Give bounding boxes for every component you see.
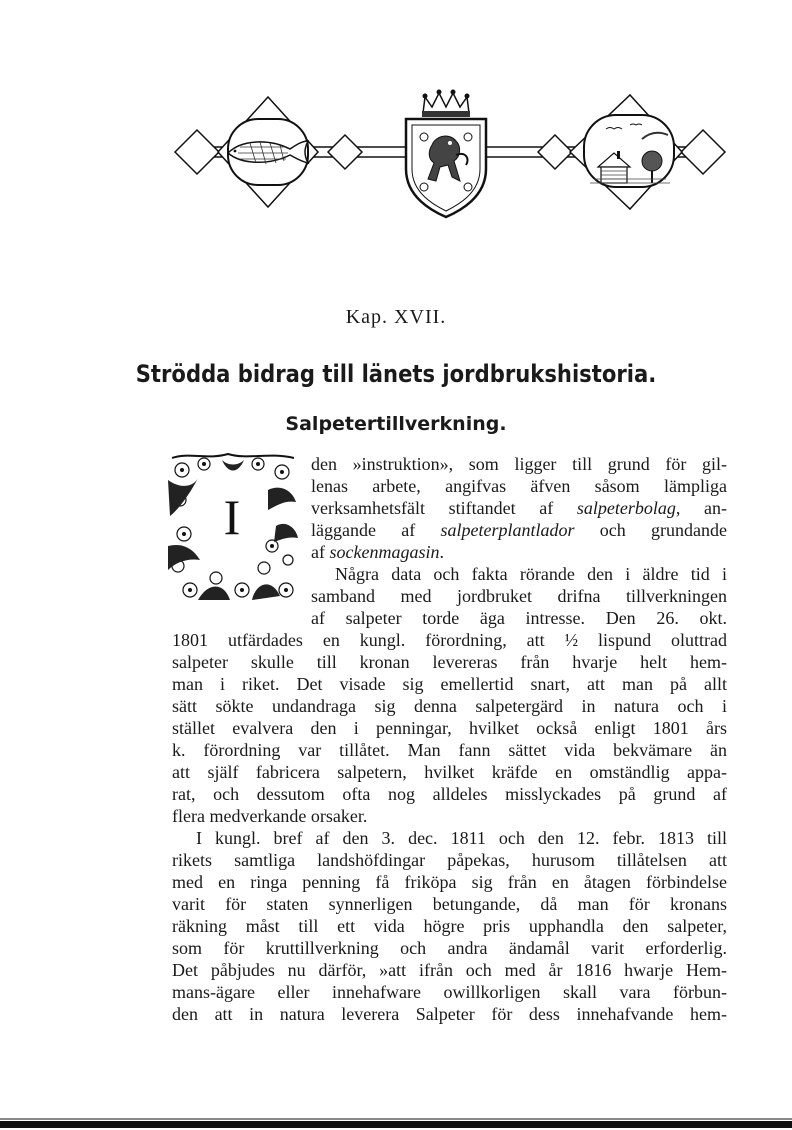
dropcap-ornament (168, 450, 298, 606)
text-line: man i riket. Det visade sig emellertid snart, att man på allt (172, 674, 727, 694)
text-line: den »instruktion», som ligger till grund för gil- (311, 454, 727, 474)
text-line: I kungl. bref af den 3. dec. 1811 och den 12. febr. 1813 till (196, 828, 727, 848)
fish-emblem (218, 97, 318, 207)
text-line: rat, och dessutom ofta nog alldeles misslyckades på grund af (172, 784, 727, 804)
text-line: sätt sökte undandraga sig denna salpetergärd in natura och i (172, 696, 727, 716)
text-line: läggande af salpeterplantlador och grundande (311, 520, 728, 540)
coat-of-arms (406, 90, 486, 218)
header-ornament (170, 85, 730, 230)
text-line: räkning måst till ett vida högre pris upphandla den salpeter, (172, 916, 727, 936)
text-line: varit för staten synnerligen betungande, då man för kronans (172, 894, 727, 914)
text-line: lenas arbete, angifvas äfven såsom lämpliga (311, 476, 727, 496)
farm-landscape-emblem (570, 95, 682, 209)
page-edge (0, 1118, 792, 1120)
text-line: 1801 utfärdades en kungl. förordning, att ½ lispund oluttrad (172, 630, 727, 650)
text-line: rikets samtliga landshöfdingar påpekas, hurusom tillåtelsen att (172, 850, 727, 870)
text-line: mans-ägare eller innehafware owillkorligen skall vara förbun- (172, 982, 727, 1002)
text-line: k. förordning var tillåtet. Man fann sättet vida bekvämare än (172, 740, 727, 760)
text-line: med en ringa penning få friköpa sig från en åtagen förbindelse (172, 872, 727, 892)
chapter-number: Kap. XVII. (345, 306, 447, 328)
text-line: att själf fabricera salpetern, hvilket kräfde en omständlig appa- (172, 762, 727, 782)
text-line: samband med jordbruket drifna tillverkningen (311, 586, 727, 606)
page-title: Strödda bidrag till länets jordbrukshistoria. (135, 360, 657, 388)
text-line: af salpeter torde äga intresse. Den 26. okt. (311, 608, 727, 628)
text-line: stället evalvera den i penningar, hvilket också enligt 1801 års (172, 718, 727, 738)
section-heading: Salpetertillverkning. (285, 413, 507, 435)
dropcap-letter: I (223, 489, 241, 545)
text-line: verksamhetsfält stiftandet af salpeterbolag, an- (311, 498, 727, 518)
text-line: den att in natura leverera Salpeter för dess innehafvande hem- (172, 1004, 727, 1024)
text-line: salpeter skulle till kronan levereras från hvarje helt hem- (172, 652, 727, 672)
bottom-border (0, 1121, 792, 1128)
text-line: som för kruttillverkning och andra ändamål varit erforderlig. (172, 938, 727, 958)
crown-icon (422, 90, 470, 118)
text-line: af sockenmagasin. (311, 542, 444, 562)
text-line: Det påbjudes nu därför, »att ifrån och med år 1816 hwarje Hem- (172, 960, 727, 980)
text-line: Några data och fakta rörande den i äldre tid i (335, 564, 727, 584)
text-line: flera medverkande orsaker. (172, 806, 368, 826)
